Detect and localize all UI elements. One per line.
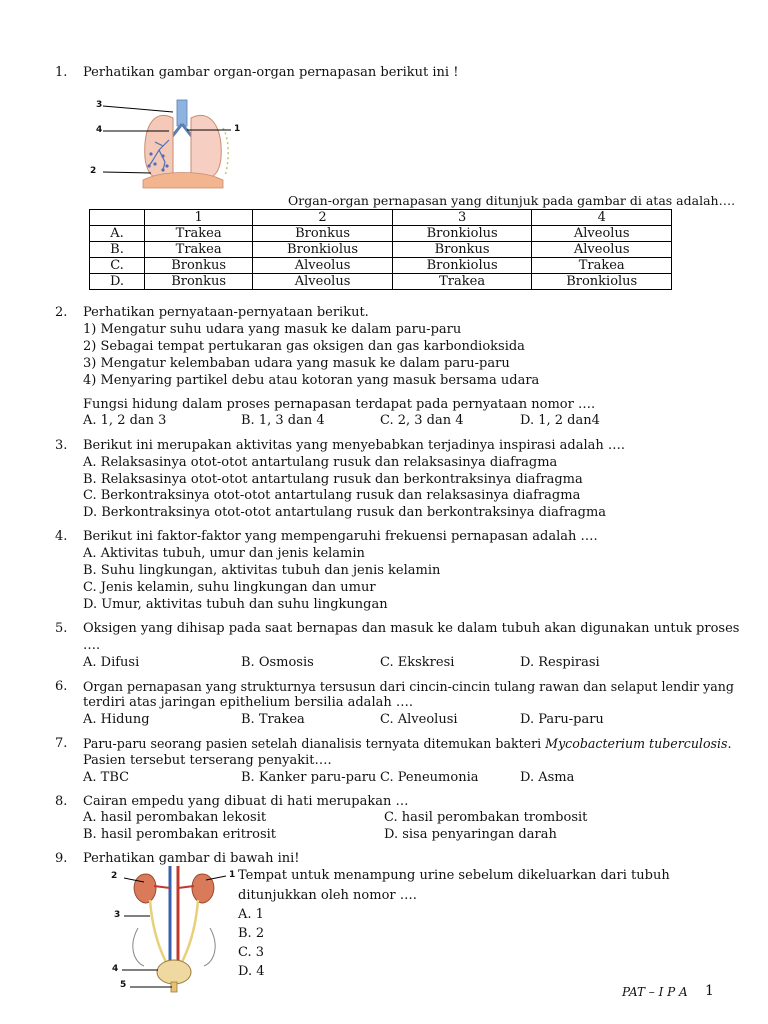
q7-text-a: Paru-paru seorang pasien setelah dianalisis ternyata ditemukan bakteri [83, 736, 546, 751]
table-cell: Bronkus [145, 274, 253, 290]
table-header-cell: 4 [532, 210, 672, 226]
q6-number: 6. [55, 679, 68, 694]
q8-option-a[interactable]: A. hasil perombakan lekosit [83, 810, 267, 825]
q8-option-c[interactable]: C. hasil perombakan trombosit [384, 810, 588, 825]
urinary-label-5: 5 [120, 980, 127, 990]
table-cell: Bronkiolus [392, 226, 532, 242]
table-row [90, 274, 672, 290]
q2-statement: 2) Sebagai tempat pertukaran gas oksigen dan gas karbondioksida [83, 339, 525, 354]
q2-statement: 4) Menyaring partikel debu atau kotoran yang masuk bersama udara [83, 373, 540, 388]
table-cell: Bronkiolus [392, 258, 532, 274]
q3-text: Berikut ini merupakan aktivitas yang menyebabkan terjadinya inspirasi adalah …. [83, 438, 625, 453]
lungs-label-1: 1 [234, 124, 241, 134]
q2-number: 2. [55, 305, 68, 320]
q9-number: 9. [55, 851, 68, 866]
q9-option-b[interactable]: B. 2 [238, 926, 265, 941]
q3-option-a[interactable]: A. Relaksasinya otot-otot antartulang rusuk dan relaksasinya diafragma [83, 455, 558, 470]
urinary-illustration [108, 866, 240, 994]
q4-number: 4. [55, 529, 68, 544]
q8-number: 8. [55, 794, 68, 809]
urinary-label-1: 1 [229, 870, 236, 880]
q8-option-b[interactable]: B. hasil perombakan eritrosit [83, 827, 277, 842]
q5-option-c[interactable]: C. Ekskresi [380, 655, 455, 670]
q1-number: 1. [55, 65, 68, 80]
q9-question-cont: ditunjukkan oleh nomor …. [238, 888, 417, 903]
table-cell: Bronkiolus [253, 242, 393, 258]
table-row [90, 258, 672, 274]
table-cell: Bronkiolus [532, 274, 672, 290]
table-header-row [90, 210, 672, 226]
table-cell: Alveolus [253, 258, 393, 274]
q8-option-d[interactable]: D. sisa penyaringan darah [384, 827, 557, 842]
q8-text: Cairan empedu yang dibuat di hati merupakan … [83, 794, 409, 809]
q4-text: Berikut ini faktor-faktor yang mempengaruhi frekuensi pernapasan adalah …. [83, 529, 598, 544]
table-cell: Trakea [532, 258, 672, 274]
q3-option-d[interactable]: D. Berkontraksinya otot-otot antartulang rusuk dan berkontraksinya diafragma [83, 505, 607, 520]
table-cell: Alveolus [253, 274, 393, 290]
q6-option-c[interactable]: C. Alveolusi [380, 712, 458, 727]
q7-text-cont: Pasien tersebut terserang penyakit…. [83, 753, 332, 768]
table-header-cell: 2 [253, 210, 393, 226]
table-header-cell [90, 210, 145, 226]
lungs-illustration [93, 98, 241, 194]
q2-option-a[interactable]: A. 1, 2 dan 3 [83, 413, 167, 428]
q3-option-b[interactable]: B. Relaksasinya otot-otot antartulang rusuk dan berkontraksinya diafragma [83, 472, 583, 487]
q6-text: Organ pernapasan yang strukturnya tersusun dari cincin-cincin tulang rawan dan selaput lendir yang [83, 679, 734, 694]
urinary-figure [108, 866, 240, 994]
urinary-label-2: 2 [111, 871, 118, 881]
table-cell: Bronkus [392, 242, 532, 258]
table-cell: Trakea [392, 274, 532, 290]
table-cell: Alveolus [532, 242, 672, 258]
q6-text-cont: terdiri atas jaringan epithelium bersilia adalah …. [83, 695, 413, 710]
q2-option-d[interactable]: D. 1, 2 dan4 [520, 413, 600, 428]
q2-option-b[interactable]: B. 1, 3 dan 4 [241, 413, 325, 428]
table-cell: B. [90, 242, 145, 258]
q2-statement: 1) Mengatur suhu udara yang masuk ke dalam paru-paru [83, 322, 462, 337]
table-cell: D. [90, 274, 145, 290]
table-cell: Trakea [145, 226, 253, 242]
q6-option-a[interactable]: A. Hidung [83, 712, 150, 727]
table-cell: Trakea [145, 242, 253, 258]
lungs-label-4: 4 [96, 125, 103, 135]
footer-label: PAT – I P A [622, 985, 688, 999]
q4-option-c[interactable]: C. Jenis kelamin, suhu lingkungan dan umur [83, 580, 376, 595]
q3-number: 3. [55, 438, 68, 453]
q4-option-b[interactable]: B. Suhu lingkungan, aktivitas tubuh dan jenis kelamin [83, 563, 441, 578]
q4-option-d[interactable]: D. Umur, aktivitas tubuh dan suhu lingkungan [83, 597, 388, 612]
q9-option-d[interactable]: D. 4 [238, 964, 265, 979]
q9-option-a[interactable]: A. 1 [238, 907, 264, 922]
page-number: 1 [705, 983, 714, 999]
q7-text-b: . [727, 736, 732, 751]
q2-text: Perhatikan pernyataan-pernyataan berikut. [83, 305, 369, 320]
table-row [90, 242, 672, 258]
q7-text [83, 735, 732, 752]
q5-option-d[interactable]: D. Respirasi [520, 655, 600, 670]
table-cell: C. [90, 258, 145, 274]
q1-text: Perhatikan gambar organ-organ pernapasan berikut ini ! [83, 65, 459, 80]
q2-option-c[interactable]: C. 2, 3 dan 4 [380, 413, 464, 428]
q9-text: Perhatikan gambar di bawah ini! [83, 851, 300, 866]
urinary-label-3: 3 [114, 910, 121, 920]
q5-text-cont: …. [83, 638, 101, 653]
q3-option-c[interactable]: C. Berkontraksinya otot-otot antartulang rusuk dan relaksasinya diafragma [83, 488, 581, 503]
table-header-cell: 1 [145, 210, 253, 226]
q5-option-a[interactable]: A. Difusi [83, 655, 140, 670]
q7-option-a[interactable]: A. TBC [83, 770, 130, 785]
q7-option-d[interactable]: D. Asma [520, 770, 575, 785]
q2-statement: 3) Mengatur kelembaban udara yang masuk ke dalam paru-paru [83, 356, 510, 371]
q9-option-c[interactable]: C. 3 [238, 945, 265, 960]
q2-question: Fungsi hidung dalam proses pernapasan terdapat pada pernyataan nomor …. [83, 397, 596, 412]
q1-answer-table [89, 209, 672, 290]
q7-bacteria-name: Mycobacterium tuberculosis [545, 736, 728, 751]
lungs-figure [90, 98, 241, 194]
q4-option-a[interactable]: A. Aktivitas tubuh, umur dan jenis kelamin [83, 546, 365, 561]
table-cell: Bronkus [145, 258, 253, 274]
q5-option-b[interactable]: B. Osmosis [241, 655, 314, 670]
table-cell: Bronkus [253, 226, 393, 242]
table-cell: Alveolus [532, 226, 672, 242]
q6-option-d[interactable]: D. Paru-paru [520, 712, 604, 727]
table-header-cell: 3 [392, 210, 532, 226]
q7-number: 7. [55, 736, 68, 751]
q9-question: Tempat untuk menampung urine sebelum dikeluarkan dari tubuh [238, 868, 670, 883]
q7-option-c[interactable]: C. Peneumonia [380, 770, 479, 785]
urinary-label-4: 4 [112, 964, 119, 974]
lungs-label-3: 3 [96, 100, 103, 110]
q7-option-b[interactable]: B. Kanker paru-paru [241, 770, 377, 785]
q1-caption: Organ-organ pernapasan yang ditunjuk pada gambar di atas adalah…. [288, 193, 736, 208]
table-row [90, 226, 672, 242]
lungs-label-2: 2 [90, 166, 97, 176]
table-cell: A. [90, 226, 145, 242]
q5-text: Oksigen yang dihisap pada saat bernapas dan masuk ke dalam tubuh akan digunakan untuk proses [83, 621, 740, 636]
q5-number: 5. [55, 621, 68, 636]
q6-option-b[interactable]: B. Trakea [241, 712, 305, 727]
